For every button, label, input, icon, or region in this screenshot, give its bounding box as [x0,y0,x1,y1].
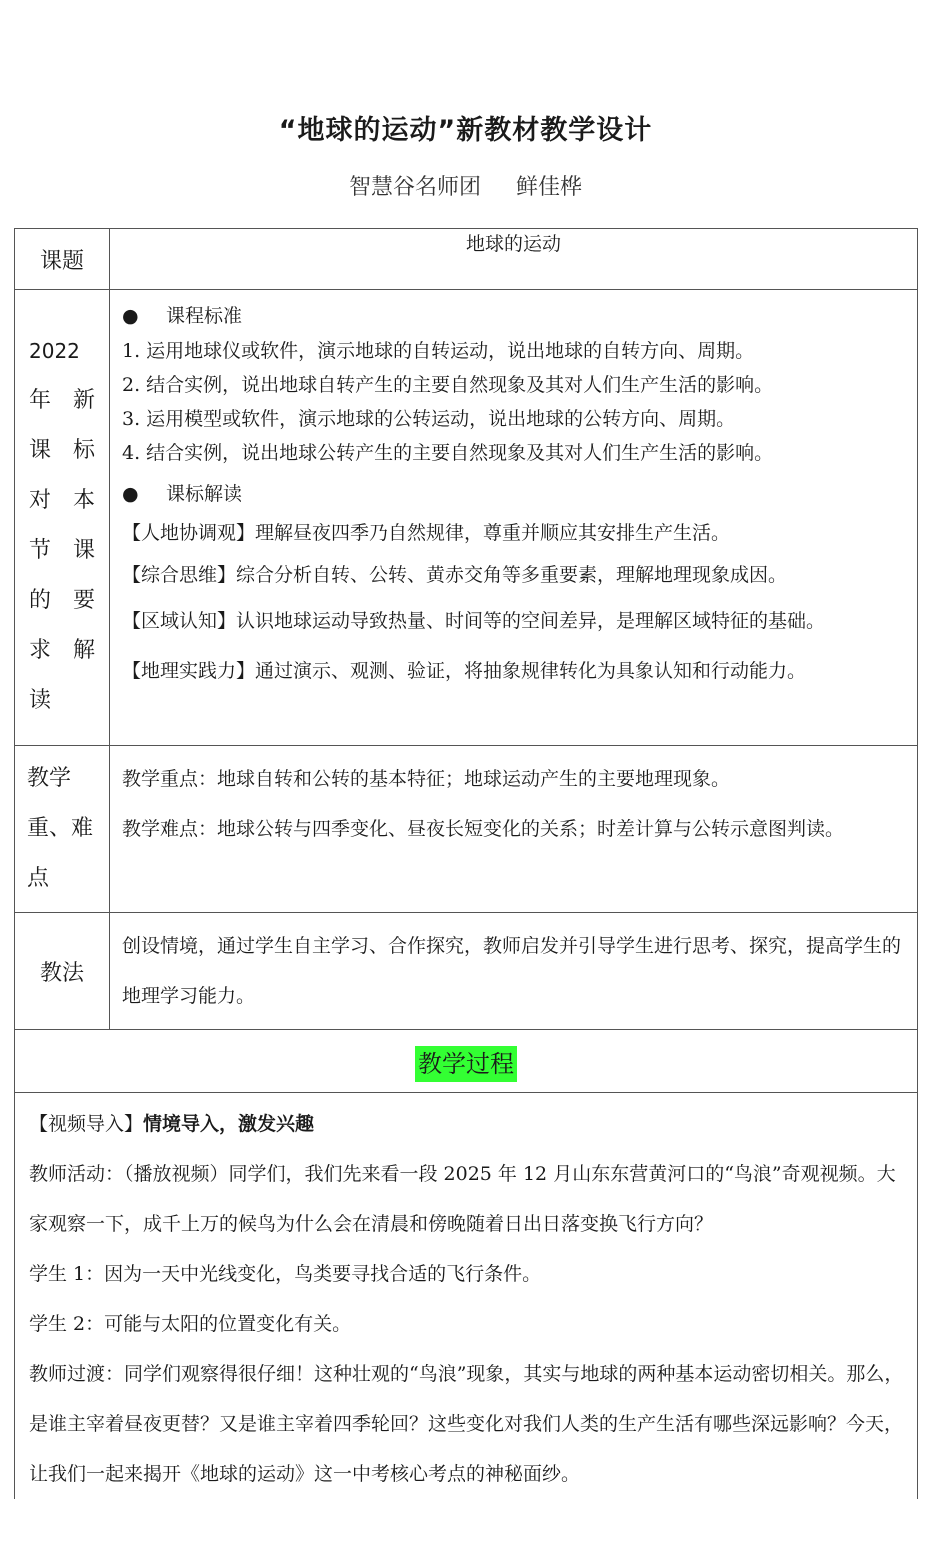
standards-label-line: 节 课 [29,538,95,563]
standards-label-line: 的 要 [29,588,95,613]
row-process [15,1093,918,1500]
row-focus [15,746,918,913]
method-label: 教法 [15,913,110,1030]
author-name: 鲜佳桦 [516,175,583,200]
process-content [15,1093,918,1500]
bullet-icon: ● [122,483,139,505]
topic-value: 地球的运动 [110,229,918,290]
standards-label-line: 读 [29,688,52,713]
interpretation-item: 【地理实践力】通过演示、观测、验证，将抽象规律转化为具象认知和行动能力。 [122,660,807,682]
author-line [0,170,931,201]
intro-tag: 【视频导入】 [29,1113,144,1135]
interpretation-item: 【区域认知】认识地球运动导致热量、时间等的空间差异，是理解区域特征的基础。 [122,610,826,632]
row-standards [15,290,918,746]
method-text: 创设情境，通过学生自主学习、合作探究，教师启发并引导学生进行思考、探究，提高学生的地理学习能力。 [122,935,902,1007]
row-topic [15,229,918,290]
standards-label-line: 求 解 [29,638,95,663]
standards-label [15,290,110,746]
standards-label-line: 课 标 [29,438,95,463]
standards-heading: ● 课程标准 [122,298,907,334]
standard-item: 4. 结合实例，说出地球公转产生的主要自然现象及其对人们生产生活的影响。 [122,442,774,464]
interpretation-heading: ● 课标解读 [122,476,907,512]
standards-label-year: 2022 [29,339,80,363]
interpretation-item: 【人地协调观】理解昼夜四季乃自然规律，尊重并顺应其安排生产生活。 [122,522,731,544]
teaching-difficult-point: 教学难点：地球公转与四季变化、昼夜长短变化的关系；时差计算与公转示意图判读。 [122,818,845,840]
interpretation-item: 【综合思维】综合分析自转、公转、黄赤交角等多重要素，理解地理现象成因。 [122,564,788,586]
student-answer: 学生 1：因为一天中光线变化，鸟类要寻找合适的飞行条件。 [29,1263,542,1285]
row-method [15,913,918,1030]
process-heading: 教学过程 [415,1046,517,1082]
intro-title: 情境导入，激发兴趣 [143,1113,315,1135]
standard-item: 1. 运用地球仪或软件，演示地球的自转运动，说出地球的自转方向、周期。 [122,340,755,362]
topic-label: 课题 [15,229,110,290]
intro-heading [29,1099,905,1149]
teaching-key-point: 教学重点：地球自转和公转的基本特征；地球运动产生的主要地理现象。 [122,768,731,790]
standard-item: 2. 结合实例，说出地球自转产生的主要自然现象及其对人们生产生活的影响。 [122,374,774,396]
teacher-activity: 教师活动：（播放视频）同学们，我们先来看一段 2025 年 12 月山东东营黄河口的“鸟浪”奇观视频。大家观察一下，成千上万的候鸟为什么会在清晨和傍晚随着日出日落变换飞行方向？ [29,1163,896,1235]
bullet-icon: ● [122,305,139,327]
teacher-transition: 教师过渡：同学们观察得很仔细！这种壮观的“鸟浪”现象，其实与地球的两种基本运动密切相关。那么，是谁主宰着昼夜更替？又是谁主宰着四季轮回？这些变化对我们人类的生产生活有哪些深远影响？今天，让我们一起来揭开《地球的运动》这一中考核心考点的神秘面纱。 [29,1363,904,1485]
focus-label: 教学 重、难 点 [15,746,110,913]
standard-item: 3. 运用模型或软件，演示地球的公转运动，说出地球的公转方向、周期。 [122,408,736,430]
row-process-heading [15,1030,918,1093]
standards-label-line: 对 本 [29,488,95,513]
page-title: “地球的运动”新教材教学设计 [278,115,653,146]
student-answer: 学生 2：可能与太阳的位置变化有关。 [29,1313,352,1335]
standards-label-line: 年 新 [29,388,95,413]
focus-content [110,746,918,913]
method-content [110,913,918,1030]
standards-content [110,290,918,746]
org-name: 智慧谷名师团 [348,175,481,200]
lesson-plan-table [14,228,918,1499]
process-heading-cell [15,1030,918,1093]
